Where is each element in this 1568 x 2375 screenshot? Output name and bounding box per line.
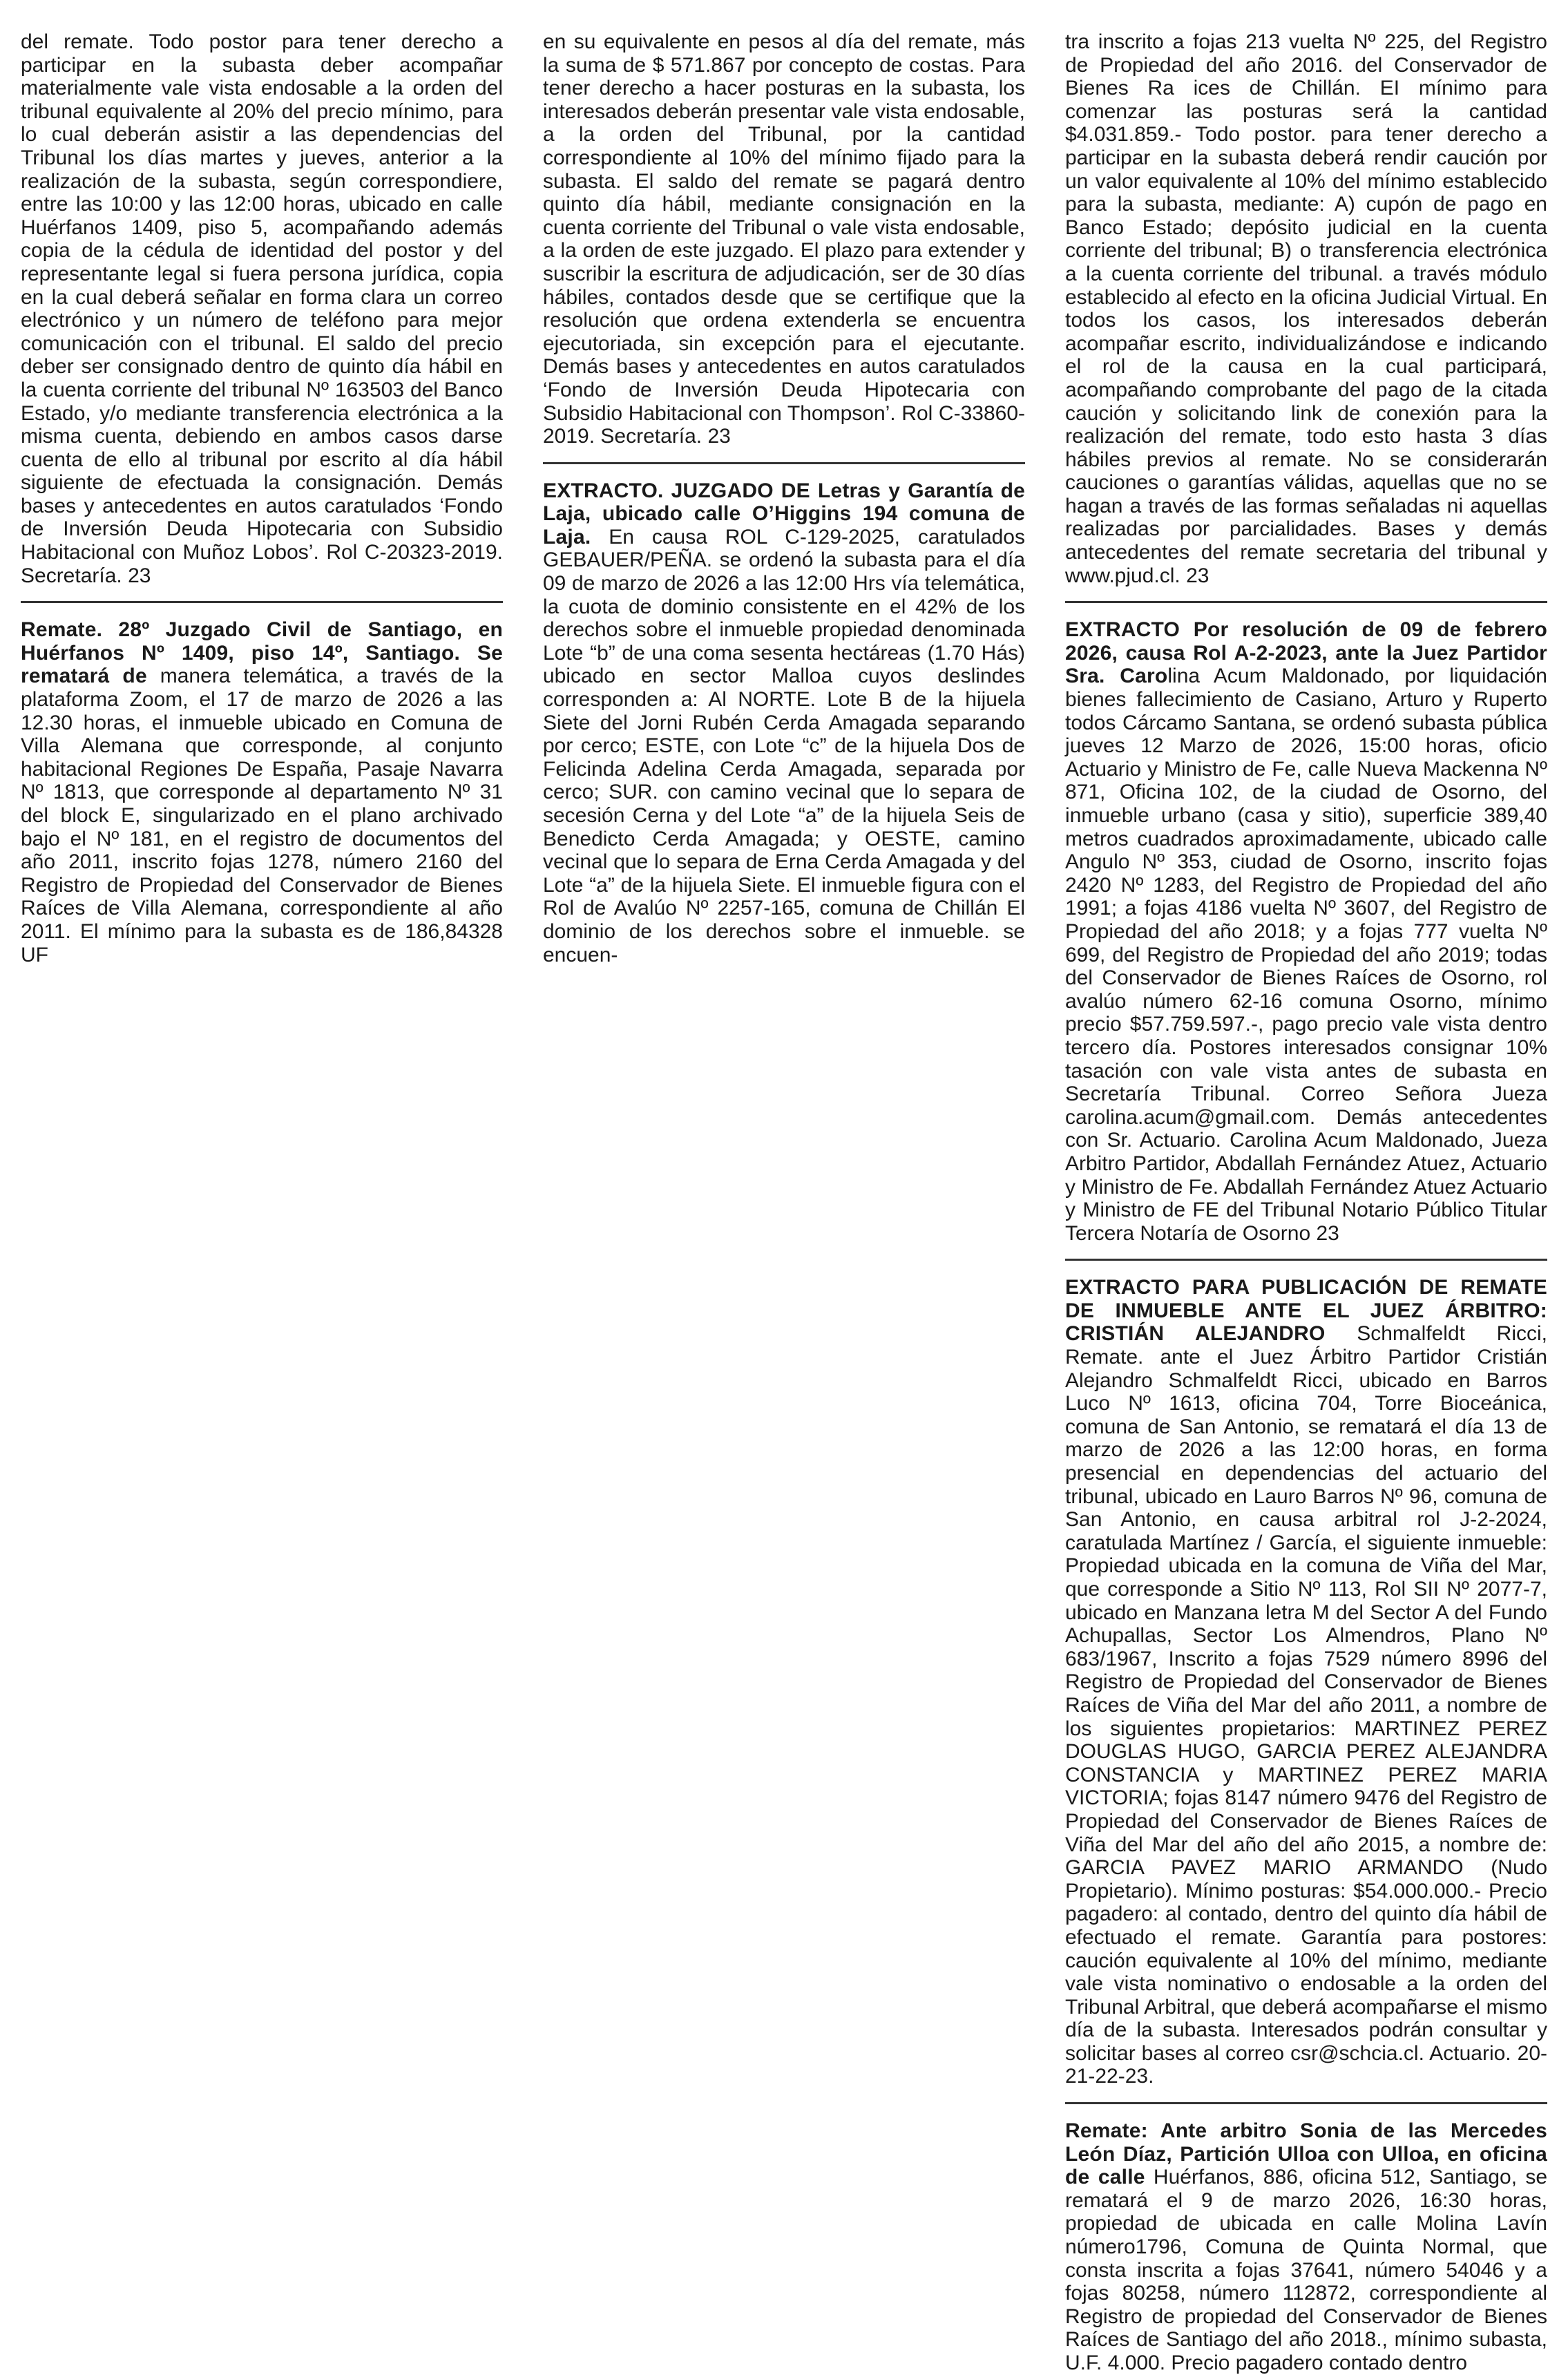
notice-1-1 xyxy=(21,30,503,587)
notice-3-4 xyxy=(1065,2119,1547,2375)
notice-body: lina Acum Maldonado, por liquidación bienes fallecimiento de Casiano, Arturo y Ruperto todos Cárcamo Santana, se ordenó subasta pública jueves 12 Marzo de 2026, 15:00 horas, oficio Actuario y Ministro de Fe, calle Nueva Mackenna Nº 871, Oficina 102, de la ciudad de Osorno, del inmueble urbano (casa y sitio), superficie 389,40 metros cuadrados aproximadamente, ubicado calle Angulo Nº 353, ciudad de Osorno, inscrito fojas 2420 Nº 1283, del Registro de Propiedad del año 1991; a fojas 4186 vuelta Nº 3607, del Registro de Propiedad del año 2018; y a fojas 777 vuelta Nº 699, del Registro de Propiedad del año 2019; todas del Conservador de Bienes Raíces de Osorno, rol avalúo número 62-16 comuna Osorno, mínimo precio $57.759.597.-, pago precio vale vista dentro tercero día. Postores interesados consignar 10% tasación con vale vista antes de subasta en Secretaría Tribunal. Correo Señora Jueza carolina.acum@gmail.com. Demás antecedentes con Sr. Actuario. Carolina Acum Maldonado, Jueza Arbitro Partidor, Abdallah Fernández Atuez, Actuario y Ministro de Fe. Abdallah Fernández Atuez Actuario y Ministro de FE del Tribunal Notario Público Titular Tercera Notaría de Osorno 23 xyxy=(1065,665,1547,1245)
notice-body: Schmalfeldt Ricci, Remate. ante el Juez Árbitro Partidor Cristián Alejandro Schmalfeldt Ricci, ubicado en Barros Luco Nº 1613, oficina 704, Torre Bioceánica, comuna de San Antonio, se rematará el día 13 de marzo de 2026 a las 12:00 horas, en forma presencial en dependencias del actuario del tribunal, ubicado en Lauro Barros Nº 96, comuna de San Antonio, en causa arbitral rol J-2-2024, caratulada Martínez / García, el siguiente inmueble: Propiedad ubicada en la comuna de Viña del Mar, que corresponde a Sitio Nº 113, Rol SII Nº 2077-7, ubicado en Manzana letra M del Sector A del Fundo Achupallas, Sector Los Almendros, Plano Nº 683/1967, Inscrito a fojas 7529 número 8996 del Registro de Propiedad del Conservador de Bienes Raíces de Viña del Mar del año 2011, a nombre de los siguientes propietarios: MARTINEZ PEREZ DOUGLAS HUGO, GARCIA PEREZ ALEJANDRA CONSTANCIA y MARTINEZ PEREZ MARIA VICTORIA; fojas 8147 número 9476 del Registro de Propiedad del Conservador de Bienes Raíces de Viña del Mar del año del año 2015, a nombre de: GARCIA PAVEZ MARIO ARMANDO (Nudo Propietario). Mínimo posturas: $54.000.000.- Precio pagadero: al contado, dentro del quinto día hábil de efectuado el remate. Garantía para postores: caución equivalente al 10% del mínimo, mediante vale vista nominativo o endosable a la orden del Tribunal Arbitral, que deberá acompañarse el mismo día de la subasta. Interesados podrán consultar y solicitar bases al correo csr@schcia.cl. Actuario. 20-21-22-23. xyxy=(1065,1322,1547,2088)
notice-heading: Remate. 28º Juzgado Civil de Santiago, en Huérfanos Nº 1409, piso 14º, Santiago. Se rematará de xyxy=(21,618,503,688)
notice-heading: Remate: Ante arbitro Sonia de las Mercedes León Díaz, Partición Ulloa con Ulloa, en oficina de calle xyxy=(1065,2119,1547,2189)
notice-3-3 xyxy=(1065,1276,1547,2088)
notice-body: en su equivalente en pesos al día del remate, más la suma de $ 571.867 por concepto de costas. Para tener derecho a hacer posturas en la subasta, los interesados deberán presentar vale vista endosable, a la orden del Tribunal, por la cantidad correspondiente al 10% del mínimo fijado para la subasta. El saldo del remate se pagará dentro quinto día hábil, mediante consignación en la cuenta corriente del Tribunal o vale vista endosable, a la orden de este juzgado. El plazo para extender y suscribir la escritura de adjudicación, ser de 30 días hábiles, contados desde que se certifique que la resolución que ordena extenderla se encuentra ejecutoriada, sin excepción para el ejecutante. Demás bases y antecedentes en autos caratulados ‘Fondo de Inversión Deuda Hipotecaria con Subsidio Habitacional con Thompson’. Rol C-33860-2019. Secretaría. 23 xyxy=(543,30,1025,448)
notice-heading: EXTRACTO Por resolución de 09 de febrero 2026, causa Rol A-2-2023, ante la Juez Partidor Sra. Caro xyxy=(1065,618,1547,688)
notice-divider xyxy=(1065,601,1547,603)
notice-divider xyxy=(1065,2102,1547,2104)
notice-body: tra inscrito a fojas 213 vuelta Nº 225, del Registro de Propiedad del año 2016. del Conservador de Bienes Ra ices de Chillán. EI mínimo para comenzar las posturas será la cantidad $4.031.859.- Todo postor. para tener derecho a participar en la subasta deberá rendir caución por un valor equivalente al 10% del mínimo establecido para la subasta, mediante: A) cupón de pago en Banco Estado; depósito judicial en la cuenta corriente del tribunal; B) o transferencia electrónica a la cuenta corriente del tribunal. a través módulo establecido al efecto en la oficina Judicial Virtual. En todos los casos, los interesados deberán acompañar escrito, individualizándose e indicando el rol de la causa en la cual participará, acompañando comprobante del pago de la citada caución y solicitando link de conexión para la realización del remate, todo esto hasta 3 días hábiles previos al remate. No se considerarán cauciones o garantías válidas, aquellas que no se hagan a través de las formas señaladas ni aquellas realizadas por parcialidades. Bases y demás antecedentes del remate secretaria del tribunal y www.pjud.cl. 23 xyxy=(1065,30,1547,587)
notice-body: Huérfanos, 886, oficina 512, Santiago, se rematará el 9 de marzo 2026, 16:30 horas, propiedad de ubicada en calle Molina Lavín número1796, Comuna de Quinta Normal, que consta inscrita a fojas 37641, número 54046 y a fojas 80258, número 112872, correspondiente al Registro de propiedad del Conservador de Bienes Raíces de Santiago del año 2018., mínimo subasta, U.F. 4.000. Precio pagadero contado dentro xyxy=(1065,2166,1547,2374)
notice-3-2 xyxy=(1065,618,1547,1245)
notice-divider xyxy=(543,462,1025,464)
notice-1-2 xyxy=(21,618,503,966)
notice-body: En causa ROL C-129-2025, caratulados GEBAUER/PEÑA. se ordenó la subasta para el día 09 de marzo de 2026 a las 12:00 Hrs vía telemática, la cuota de dominio consistente en el 42% de los derechos sobre el inmueble propiedad denominada Lote “b” de una coma sesenta hectáreas (1.70 Hás) ubicado en sector Malloa cuyos deslindes corresponden a: Al NORTE. Lote B de la hijuela Siete del Jorni Rubén Cerda Amagada separando por cerco; ESTE, con Lote “c” de la hijuela Dos de Felicinda Adelina Cerda Amagada, separada por cerco; SUR. con camino vecinal que lo separa de secesión Cerna y del Lote “a” de la hijuela Seis de Benedicto Cerda Amagada; y OESTE, camino vecinal que lo separa de Erna Cerda Amagada y del Lote “a” de la hijuela Siete. El inmueble figura con el Rol de Avalúo Nº 2257-165, comuna de Chillán El dominio de los derechos sobre el inmueble. se encuen- xyxy=(543,525,1025,966)
notice-body: manera telemática, a través de la plataforma Zoom, el 17 de marzo de 2026 a las 12.30 horas, el inmueble ubicado en Comuna de Villa Alemana que corresponde, al conjunto habitacional Regiones De España, Pasaje Navarra Nº 1813, que corresponde al departamento Nº 31 del block E, singularizado en el plano archivado bajo el Nº 181, en el registro de documentos del año 2011, inscrito fojas 1278, número 2160 del Registro de Propiedad del Conservador de Bienes Raíces de Villa Alemana, correspondiente al año 2011. El mínimo para la subasta es de 186,84328 UF xyxy=(21,665,503,966)
notice-heading: EXTRACTO. JUZGADO DE Letras y Garantía de Laja, ubicado calle O’Higgins 194 comuna de Laja. xyxy=(543,479,1025,549)
notice-divider xyxy=(1065,1259,1547,1261)
notice-3-1 xyxy=(1065,30,1547,587)
column-2 xyxy=(543,30,1025,2206)
notice-2-2 xyxy=(543,479,1025,966)
column-3 xyxy=(1065,30,1547,2374)
notice-2-1 xyxy=(543,30,1025,448)
newspaper-page xyxy=(21,30,1547,2374)
notice-body: del remate. Todo postor para tener derecho a participar en la subasta deber acompañar materialmente vale vista endosable a la orden del tribunal equivalente al 20% del precio mínimo, para lo cual deberán asistir a las dependencias del Tribunal los días martes y jueves, anterior a la realización de la subasta, según correspondiere, entre las 10:00 y las 12:00 horas, ubicado en calle Huérfanos 1409, piso 5, acompañando además copia de la cédula de identidad del postor y del representante legal si fuera persona jurídica, copia en la cual deberá señalar en forma clara un correo electrónico y un número de teléfono para mejor comunicación con el tribunal. El saldo del precio deber ser consignado dentro de quinto día hábil en la cuenta corriente del tribunal Nº 163503 del Banco Estado, y/o mediante transferencia electrónica a la misma cuenta, debiendo en ambos casos darse cuenta de ello al tribunal por escrito al día hábil siguiente de efectuada la consignación. Demás bases y antecedentes en autos caratulados ‘Fondo de Inversión Deuda Hipotecaria con Subsidio Habitacional con Muñoz Lobos’. Rol C-20323-2019. Secretaría. 23 xyxy=(21,30,503,587)
notice-heading: EXTRACTO PARA PUBLICACIÓN DE REMATE DE INMUEBLE ANTE EL JUEZ ÁRBITRO: CRISTIÁN ALEJANDRO xyxy=(1065,1276,1547,1346)
column-1 xyxy=(21,30,503,2206)
notice-divider xyxy=(21,601,503,603)
